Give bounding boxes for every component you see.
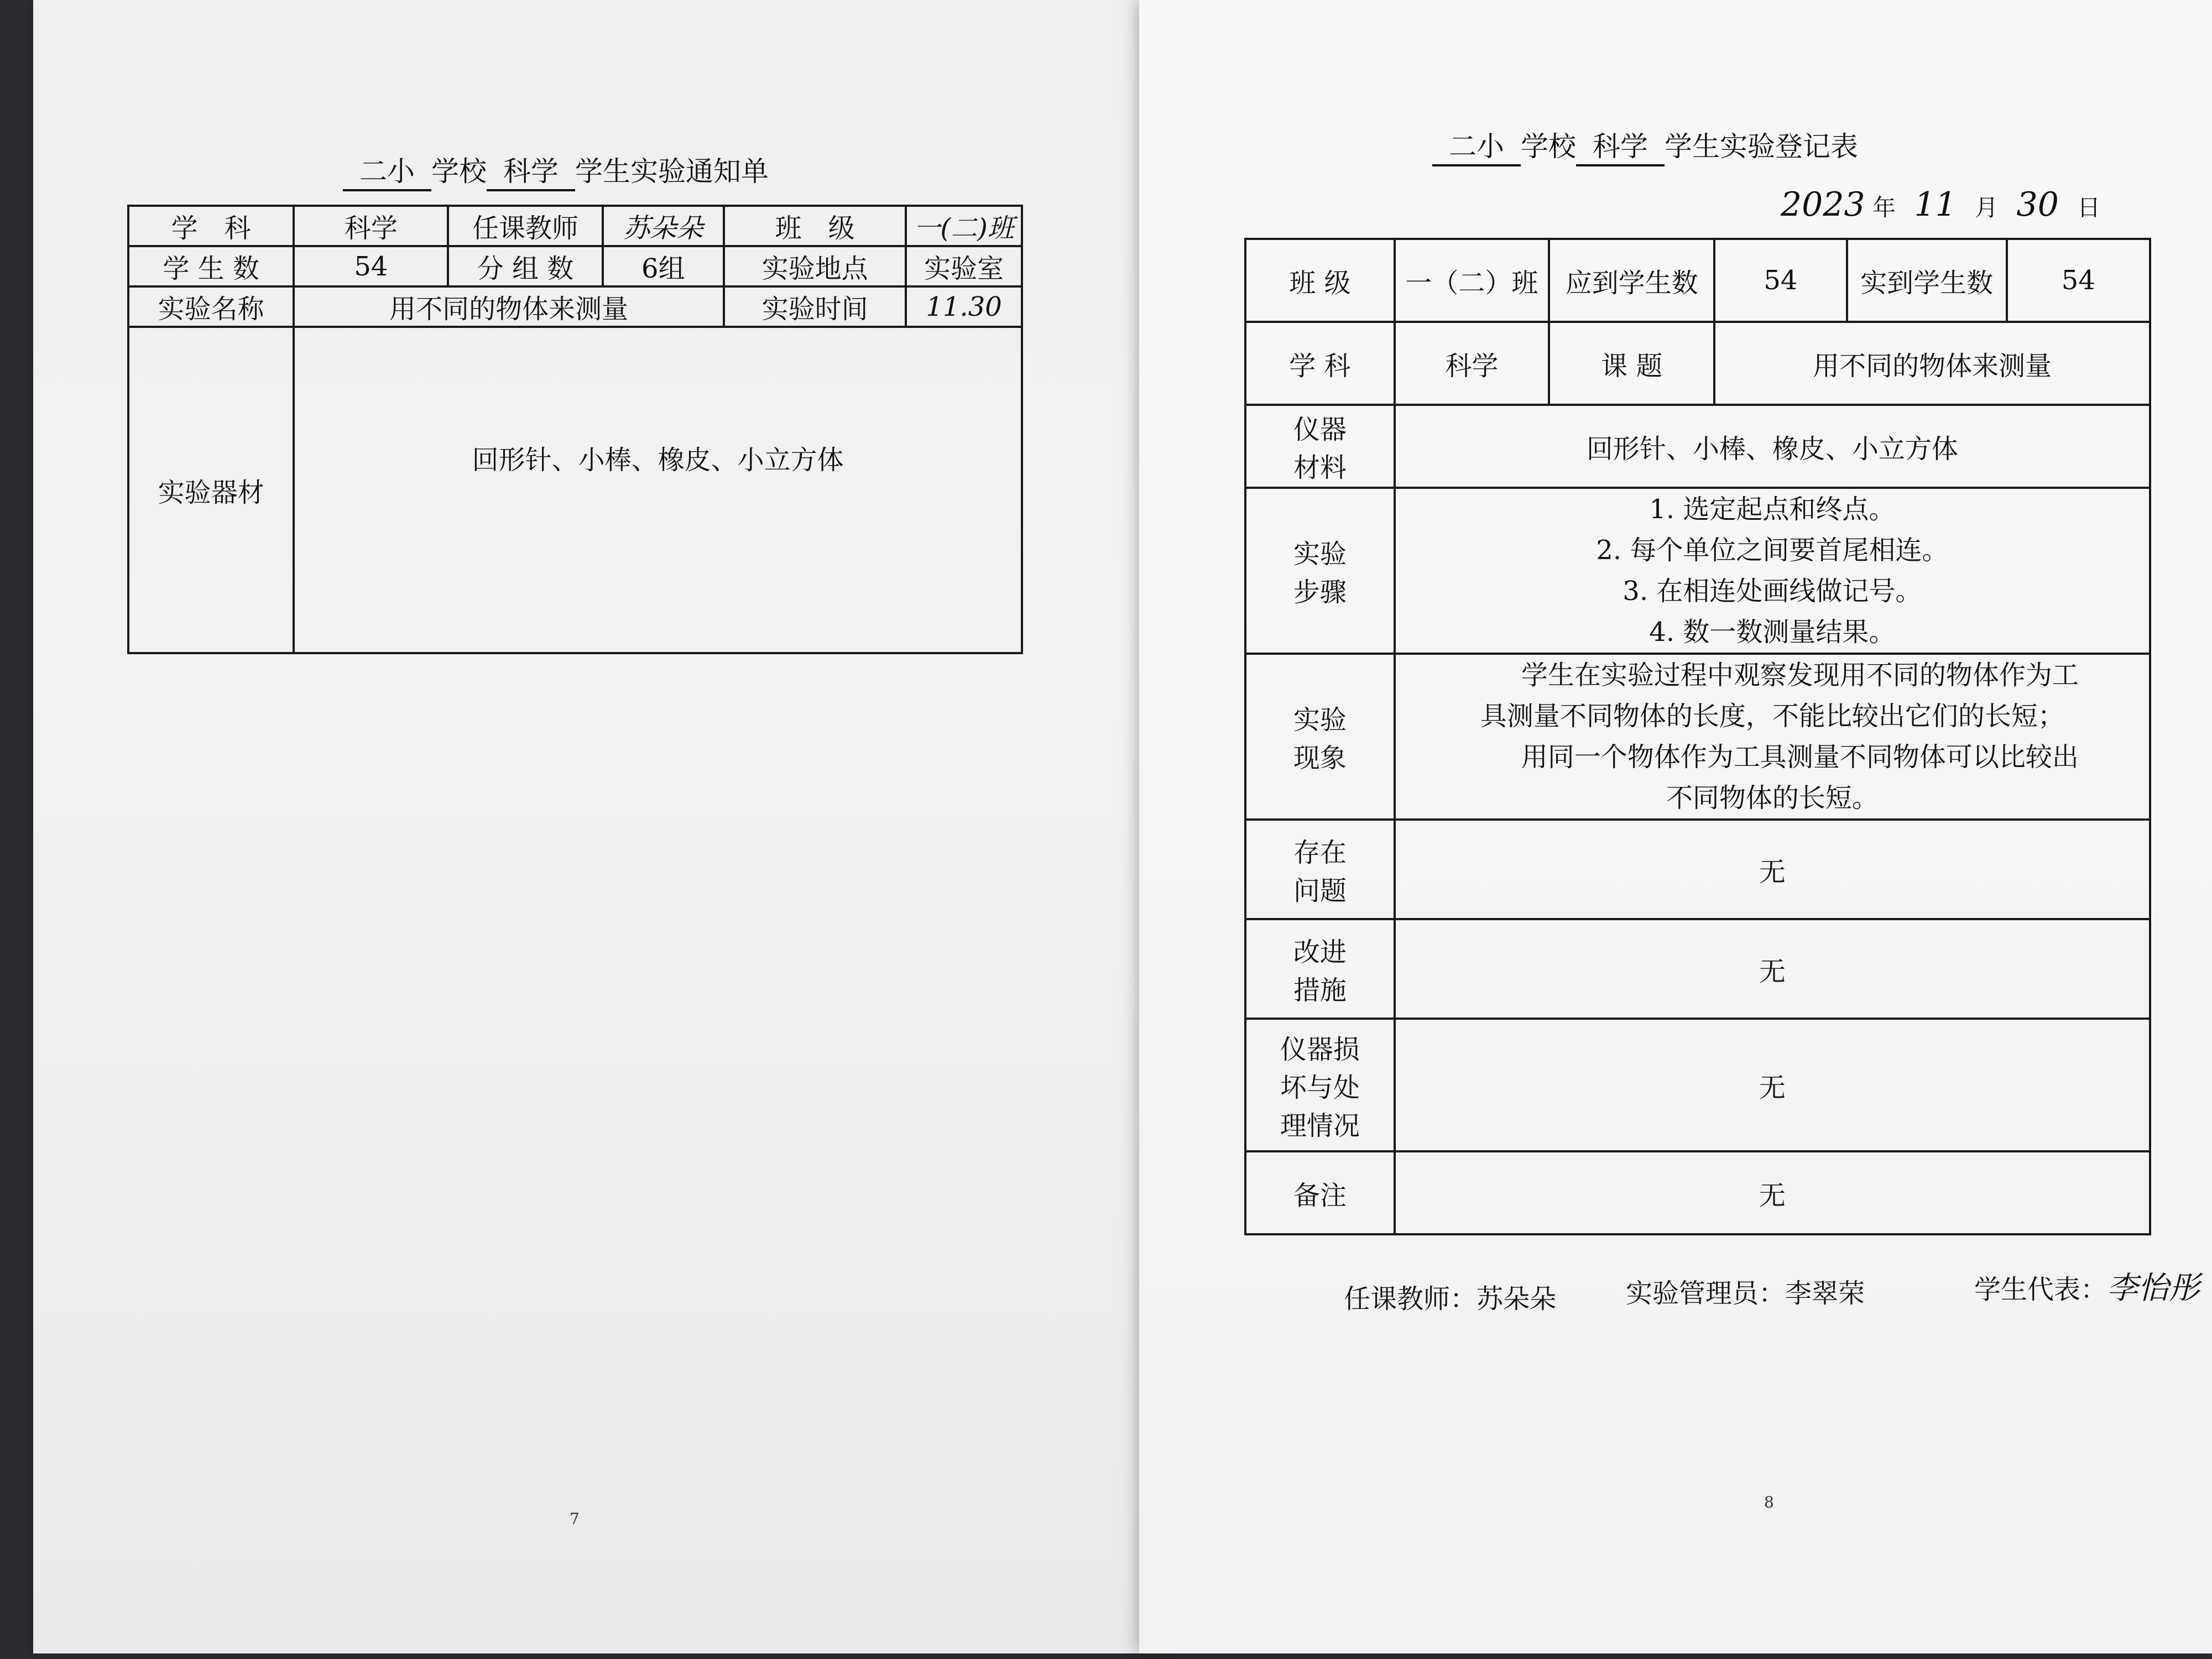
notice-title-school: 二小 bbox=[343, 149, 431, 191]
register-title-subject: 科学 bbox=[1576, 124, 1665, 166]
value-topic: 用不同的物体来测量 bbox=[1714, 322, 2150, 405]
label-actual-students: 实到学生数 bbox=[1847, 239, 2007, 322]
date-day: 30 bbox=[2016, 185, 2059, 224]
notice-title-school-suffix: 学校 bbox=[431, 155, 487, 187]
value-experiment-name: 用不同的物体来测量 bbox=[294, 286, 724, 327]
step-item: 1. 选定起点和终点。 bbox=[1649, 494, 1896, 525]
phenomenon-line: 不同物体的长短。 bbox=[1666, 782, 1879, 813]
register-page-number: 8 bbox=[1764, 1493, 1774, 1511]
value-actual-students: 54 bbox=[2007, 239, 2150, 322]
notice-title-subject: 科学 bbox=[487, 149, 575, 191]
notice-table bbox=[127, 205, 1023, 654]
label-subject: 学 科 bbox=[128, 206, 294, 246]
value-teacher-signature: 苏朵朵 bbox=[603, 206, 724, 246]
label-groups: 分 组 数 bbox=[448, 246, 602, 286]
label-location: 实验地点 bbox=[724, 246, 906, 286]
label-students: 学 生 数 bbox=[128, 246, 294, 286]
value-improvements: 无 bbox=[1395, 919, 2150, 1019]
value-subject: 科学 bbox=[294, 206, 448, 246]
label-expected-students: 应到学生数 bbox=[1549, 239, 1714, 322]
footer-student bbox=[1974, 1264, 2200, 1308]
footer-student-label: 学生代表： bbox=[1974, 1274, 2107, 1305]
date-year-label: 年 bbox=[1872, 194, 1896, 221]
label-experiment-name: 实验名称 bbox=[128, 286, 294, 327]
phenomenon-line: 学生在实验过程中观察发现用不同的物体作为工 bbox=[1521, 660, 2079, 691]
value-students: 54 bbox=[294, 246, 448, 286]
label-improvements: 改进措施 bbox=[1245, 919, 1395, 1019]
date-year: 2023 bbox=[1781, 185, 1865, 224]
phenomenon-line: 用同一个物体作为工具测量不同物体可以比较出 bbox=[1521, 742, 2079, 773]
value-equipment: 回形针、小棒、橡皮、小立方体 bbox=[294, 327, 1022, 653]
value-groups: 6组 bbox=[603, 246, 724, 286]
student-signature: 李怡彤 bbox=[2107, 1270, 2200, 1306]
value-location: 实验室 bbox=[906, 246, 1022, 286]
label-phenomenon: 实验现象 bbox=[1245, 654, 1395, 820]
label-remarks: 备注 bbox=[1245, 1151, 1395, 1234]
value-remarks: 无 bbox=[1395, 1151, 2150, 1234]
register-title bbox=[1432, 124, 1858, 166]
phenomenon-line: 具测量不同物体的长度，不能比较出它们的长短； bbox=[1480, 701, 2064, 732]
step-item: 2. 每个单位之间要首尾相连。 bbox=[1596, 535, 1949, 566]
label-class: 班 级 bbox=[1245, 239, 1395, 322]
label-damage: 仪器损坏与处理情况 bbox=[1245, 1019, 1395, 1151]
register-table bbox=[1244, 238, 2151, 1235]
step-item: 4. 数一数测量结果。 bbox=[1649, 617, 1896, 648]
label-steps: 实验步骤 bbox=[1245, 488, 1395, 654]
value-damage: 无 bbox=[1395, 1019, 2150, 1151]
notice-page-number: 7 bbox=[570, 1510, 580, 1528]
notice-title-rest: 学生实验通知单 bbox=[575, 155, 769, 187]
value-materials: 回形针、小棒、橡皮、小立方体 bbox=[1395, 405, 2150, 488]
label-problems: 存在问题 bbox=[1245, 820, 1395, 919]
step-item: 3. 在相连处画线做记号。 bbox=[1623, 576, 1922, 607]
register-title-rest: 学生实验登记表 bbox=[1665, 131, 1858, 163]
footer-admin: 实验管理员：李翠荣 bbox=[1626, 1278, 1865, 1309]
label-topic: 课 题 bbox=[1549, 322, 1714, 405]
label-class: 班 级 bbox=[724, 206, 906, 246]
label-equipment: 实验器材 bbox=[128, 327, 294, 653]
value-class: 一（二）班 bbox=[1395, 239, 1550, 322]
date-month-label: 月 bbox=[1975, 194, 1999, 221]
notice-page bbox=[33, 0, 1161, 1653]
label-experiment-time: 实验时间 bbox=[724, 286, 906, 327]
value-experiment-time: 11.30 bbox=[906, 286, 1022, 327]
notice-title bbox=[343, 149, 769, 191]
label-materials: 仪器材料 bbox=[1245, 405, 1395, 488]
date-month: 11 bbox=[1914, 185, 1957, 224]
label-subject: 学 科 bbox=[1245, 322, 1395, 405]
value-phenomenon bbox=[1395, 654, 2150, 820]
register-date bbox=[1781, 185, 2100, 224]
label-teacher: 任课教师 bbox=[448, 206, 602, 246]
date-day-label: 日 bbox=[2077, 194, 2101, 221]
footer-teacher: 任课教师：苏朵朵 bbox=[1344, 1284, 1557, 1314]
value-problems: 无 bbox=[1395, 820, 2150, 919]
register-page bbox=[1139, 0, 2212, 1653]
value-subject: 科学 bbox=[1395, 322, 1550, 405]
register-title-school: 二小 bbox=[1432, 124, 1521, 166]
value-class: 一(二)班 bbox=[906, 206, 1022, 246]
value-expected-students: 54 bbox=[1714, 239, 1846, 322]
register-title-school-suffix: 学校 bbox=[1521, 131, 1576, 163]
value-steps bbox=[1395, 488, 2150, 654]
